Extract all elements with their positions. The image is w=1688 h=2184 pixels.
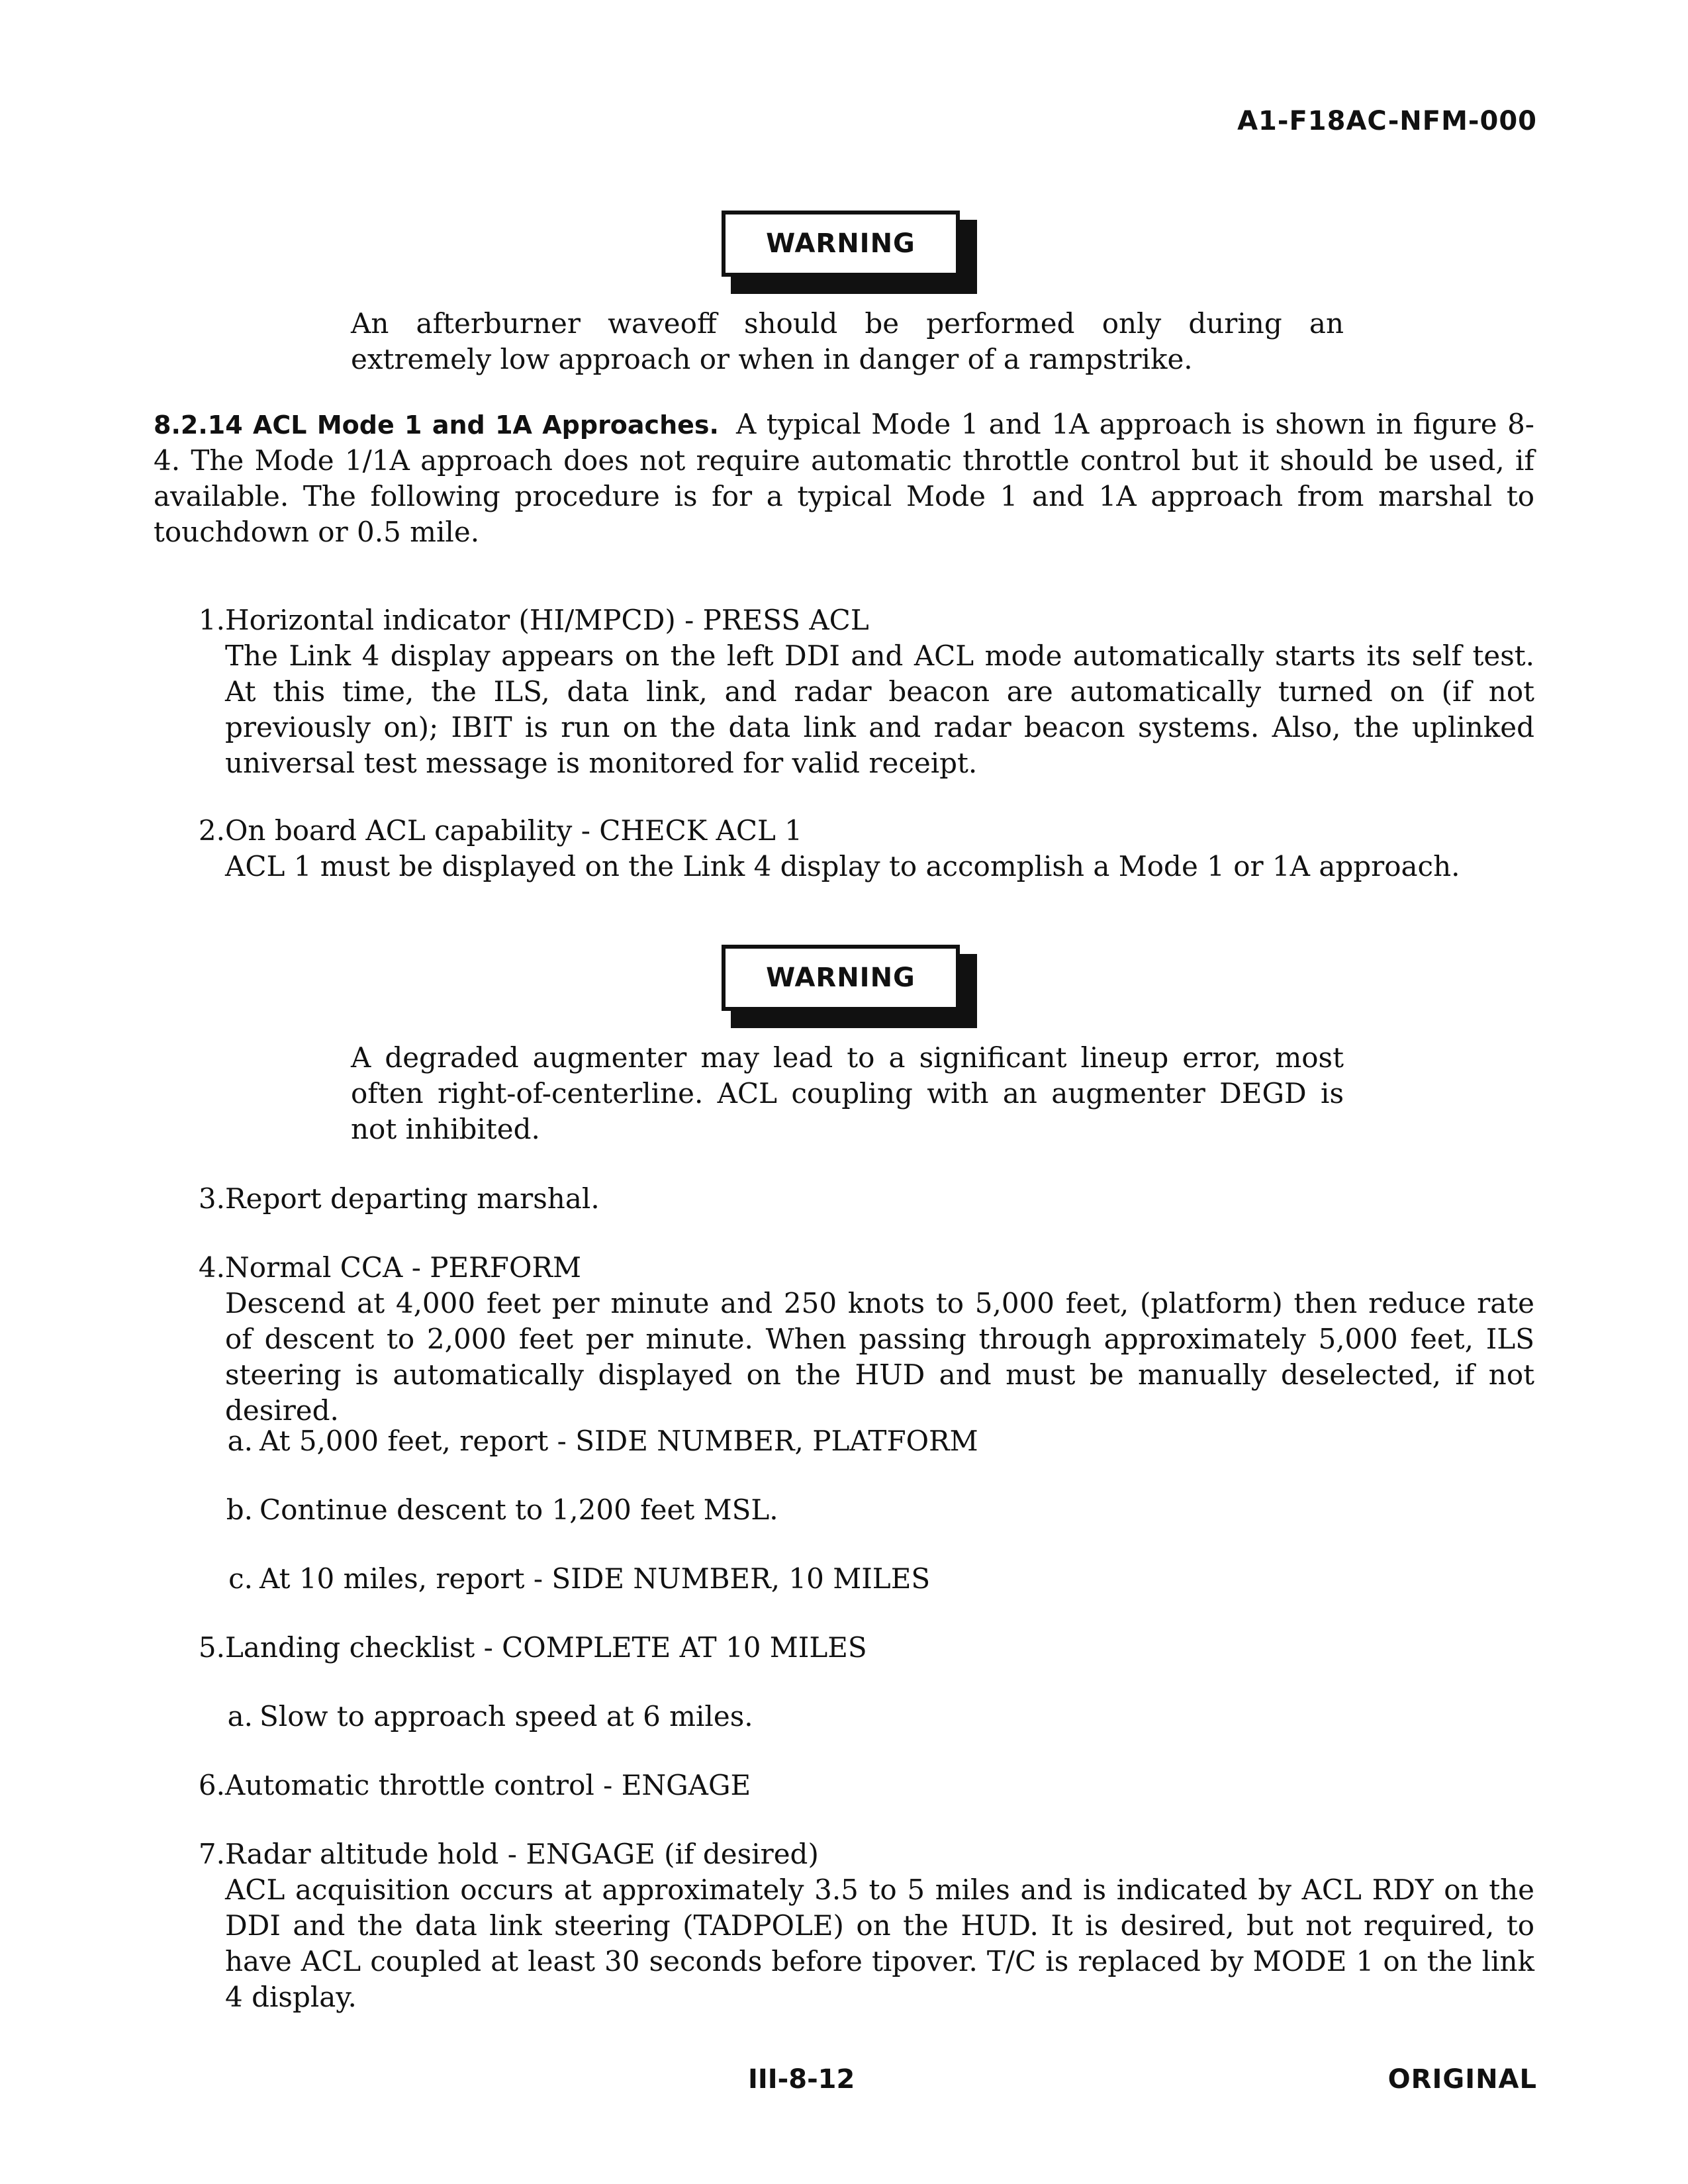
section-body: A typical Mode 1 and 1A approach is shown in figure 8-4. The Mode 1/1A approach does not require automatic throttle control but it should be used, if available. The following procedure is for a typical Mode 1 and 1A approach from marshal to touchdown or 0.5 mile. — [154, 408, 1534, 548]
substep-text: Continue descent to 1,200 feet MSL. — [259, 1494, 778, 1526]
warning-box — [722, 211, 960, 279]
step-title: On board ACL capability - CHECK ACL 1 — [225, 814, 802, 847]
warning-text: A degraded augmenter may lead to a significant lineup error, most often right-of-centerline. ACL coupling with an augmenter DEGD is not inhibited. — [351, 1041, 1344, 1145]
warning-label: WARNING — [722, 945, 960, 1011]
warning-text: An afterburner waveoff should be performed only during an extremely low approach or when in danger of a rampstrike. — [351, 307, 1344, 375]
step-title: Automatic throttle control - ENGAGE — [225, 1769, 751, 1801]
step-number: 7. — [198, 1838, 225, 1870]
step-number: 6. — [198, 1769, 225, 1801]
step-description: The Link 4 display appears on the left DDI and ACL mode automatically starts its self test. At this time, the ILS, data link, and radar beacon are automatically turned on (if not previously on); IBIT is run on the data link and radar beacon systems. Also, the uplinked universal test message is monitored for valid receipt. — [225, 640, 1534, 779]
substep-letter: a. — [227, 1425, 253, 1457]
document-id: A1-F18AC-NFM-000 — [1237, 106, 1537, 136]
step-number: 3. — [198, 1182, 225, 1215]
step-description: ACL 1 must be displayed on the Link 4 display to accomplish a Mode 1 or 1A approach. — [225, 850, 1460, 882]
substep-letter: b. — [226, 1494, 253, 1526]
step-title: Horizontal indicator (HI/MPCD) - PRESS ACL — [225, 604, 869, 636]
step-title: Normal CCA - PERFORM — [225, 1251, 582, 1284]
step-description: Descend at 4,000 feet per minute and 250 knots to 5,000 feet, (platform) then reduce rate of descent to 2,000 feet per minute. When passing through approximately 5,000 feet, ILS steering is automatically displayed on the HUD and must be manually deselected, if not desired. — [225, 1287, 1534, 1427]
section-heading: 8.2.14 ACL Mode 1 and 1A Approaches. — [154, 410, 719, 440]
substep-text: At 10 miles, report - SIDE NUMBER, 10 MILES — [259, 1562, 931, 1595]
substep-letter: a. — [227, 1700, 253, 1733]
step-title: Report departing marshal. — [225, 1182, 600, 1215]
step-title: Radar altitude hold - ENGAGE (if desired) — [225, 1838, 819, 1870]
step-number: 2. — [198, 814, 225, 847]
substep-letter: c. — [228, 1562, 253, 1595]
step-description: ACL acquisition occurs at approximately 3.5 to 5 miles and is indicated by ACL RDY on the DDI and the data link steering (TADPOLE) on the HUD. It is desired, but not required, to have ACL coupled at least 30 seconds before tipover. T/C is replaced by MODE 1 on the link 4 display. — [225, 1874, 1534, 2013]
step-title: Landing checklist - COMPLETE AT 10 MILES — [225, 1631, 867, 1664]
substep-text: Slow to approach speed at 6 miles. — [259, 1700, 753, 1733]
warning-box — [722, 945, 960, 1014]
step-number: 4. — [198, 1251, 225, 1284]
step-number: 5. — [198, 1631, 225, 1664]
warning-label: WARNING — [722, 211, 960, 277]
section-paragraph — [154, 406, 1534, 550]
step-number: 1. — [198, 604, 225, 636]
page-number: III-8-12 — [748, 2064, 855, 2095]
revision-status: ORIGINAL — [1387, 2064, 1537, 2095]
substep-text: At 5,000 feet, report - SIDE NUMBER, PLATFORM — [259, 1425, 978, 1457]
